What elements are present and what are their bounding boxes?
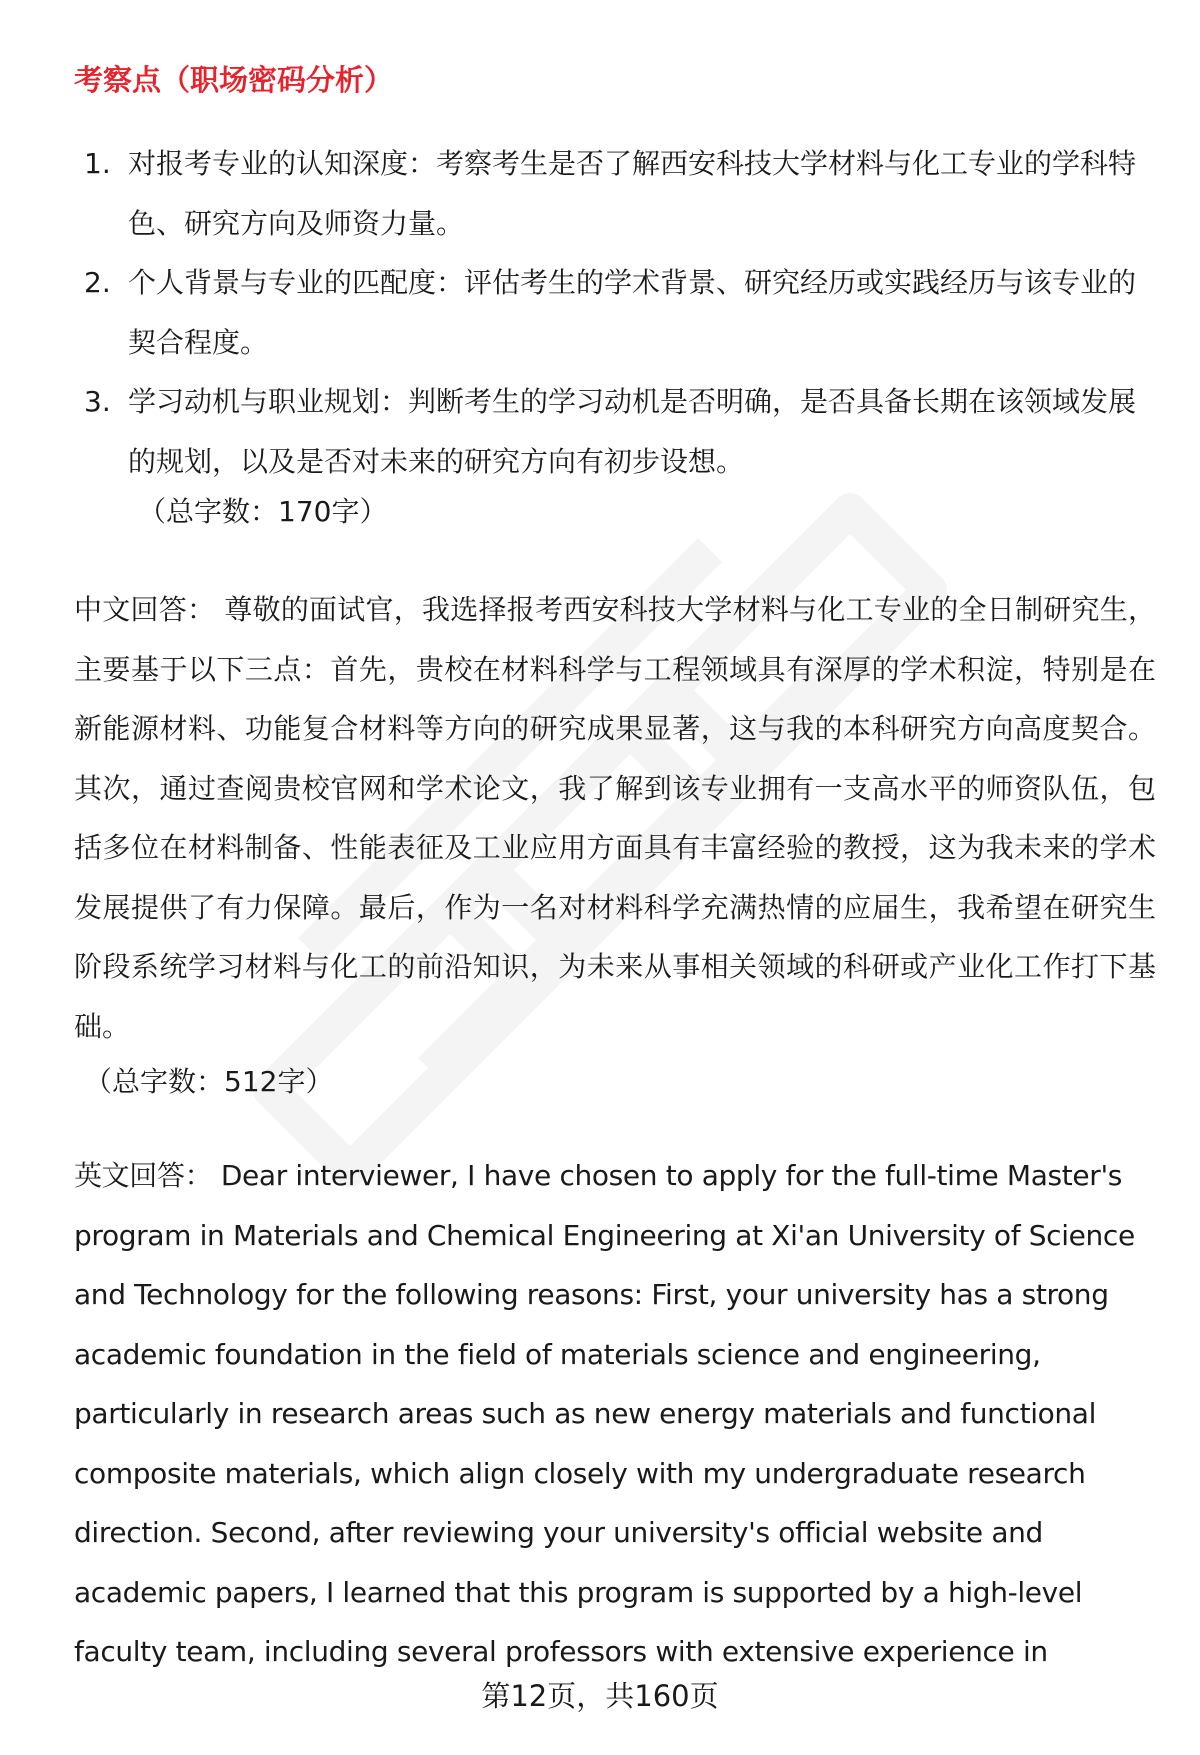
list-number: 2. bbox=[84, 266, 111, 299]
list-item bbox=[74, 253, 1154, 372]
list-item bbox=[74, 134, 1154, 253]
chinese-answer-text: 尊敬的面试官，我选择报考西安科技大学材料与化工专业的全日制研究生，主要基于以下三点：首先，贵校在材料科学与工程领域具有深厚的学术积淀，特别是在新能源材料、功能复合材料等方向的研究成果显著，这与我的本科研究方向高度契合。其次，通过查阅贵校官网和学术论文，我了解到该专业拥有一支高水平的师资队伍，包括多位在材料制备、性能表征及工业应用方面具有丰富经验的教授，这为我未来的学术发展提供了有力保障。最后，作为一名对材料科学充满热情的应届生，我希望在研究生阶段系统学习材料与化工的前沿知识，为未来从事相关领域的科研或产业化工作打下基础。 bbox=[74, 593, 1156, 1043]
english-answer-label: 英文回答： bbox=[74, 1159, 213, 1192]
chinese-answer-word-count: （总字数：512字） bbox=[84, 1065, 334, 1098]
chinese-answer-label: 中文回答： bbox=[74, 593, 216, 626]
list-item-text: 学习动机与职业规划：判断考生的学习动机是否明确，是否具备长期在该领域发展的规划，以及是否对未来的研究方向有初步设想。 bbox=[128, 385, 1137, 478]
list-item-text: 对报考专业的认知深度：考察考生是否了解西安科技大学材料与化工专业的学科特色、研究方向及师资力量。 bbox=[128, 147, 1137, 240]
english-answer-paragraph bbox=[74, 1146, 1156, 1682]
list-item-text: 个人背景与专业的匹配度：评估考生的学术背景、研究经历或实践经历与该专业的契合程度。 bbox=[128, 266, 1137, 359]
chinese-answer-paragraph bbox=[74, 580, 1156, 1056]
section-heading: 考察点（职场密码分析） bbox=[74, 63, 394, 97]
list-number: 1. bbox=[84, 147, 111, 180]
page-number-footer: 第12页，共160页 bbox=[481, 1679, 719, 1713]
evaluation-points-list bbox=[74, 134, 1154, 491]
points-word-count: （总字数：170字） bbox=[138, 495, 388, 528]
list-number: 3. bbox=[84, 385, 111, 418]
list-item bbox=[74, 372, 1154, 491]
english-answer-text: Dear interviewer, I have chosen to apply for the full-time Master's program in Materials and Chemical Engineering at Xi'an University of Science and Technology for the following reasons: First, your university has a strong academic foundation in the field of materials science and engineering, particularly in research areas such as new energy materials and functional composite materials, which align closely with my undergraduate research direction. Second, after reviewing your university's official website and academic papers, I learned that this program is supported by a high-level faculty team, including several professors with extensive experience in bbox=[74, 1159, 1135, 1668]
